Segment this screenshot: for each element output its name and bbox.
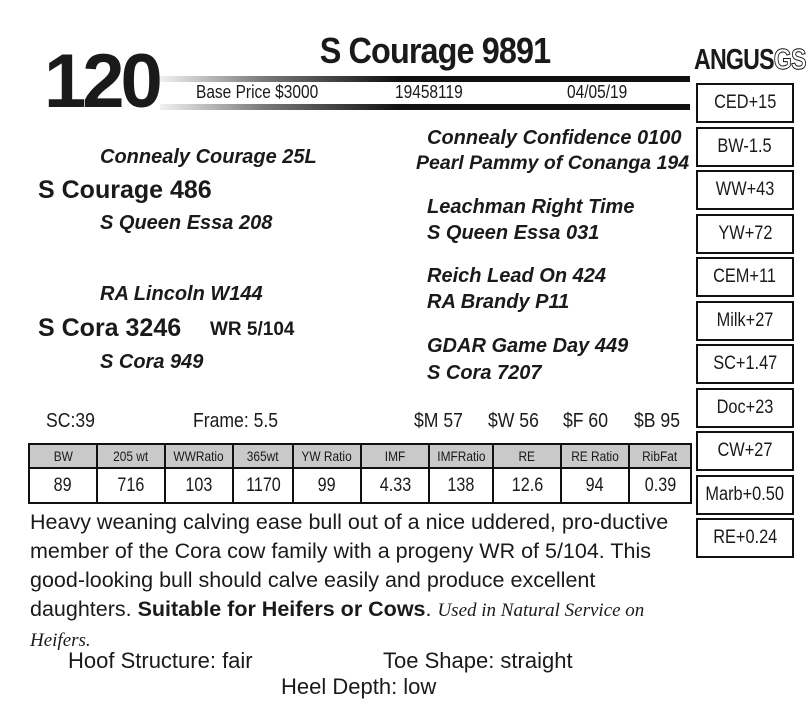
epd-ced: CED+15 xyxy=(696,83,794,123)
epd-milk: Milk+27 xyxy=(696,301,794,341)
header-ywratio: YW Ratio xyxy=(293,444,361,468)
epd-ww: WW+43 xyxy=(696,170,794,210)
description-main: Heavy weaning calving ease bull out of a nice uddered, pro-ductive member of the Cora cow family with a progeny WR of 5/104. This good-looking bull should calve easily and produce excellent daughters. xyxy=(30,510,669,621)
header-ribfat: RibFat xyxy=(629,444,691,468)
index-f: $F 60 xyxy=(563,410,609,432)
dam-dam-dam: S Cora 7207 xyxy=(427,362,542,384)
dam-dam: S Cora 949 xyxy=(100,351,204,373)
description-punctuation: . xyxy=(425,597,438,621)
value-ribfat: 0.39 xyxy=(629,468,691,503)
hoof-structure: Hoof Structure: fair xyxy=(68,648,253,673)
epd-bw: BW-1.5 xyxy=(696,127,794,167)
sire-dam: S Queen Essa 208 xyxy=(100,212,273,234)
epd-cem: CEM+11 xyxy=(696,257,794,297)
dam-weaning-ratio: WR 5/104 xyxy=(210,319,295,340)
sire-sire-dam: Pearl Pammy of Conanga 194 xyxy=(416,152,690,174)
registration-number: 19458119 xyxy=(395,82,463,102)
frame-score: Frame: 5.5 xyxy=(193,410,279,432)
value-imf: 4.33 xyxy=(361,468,429,503)
header-re: RE xyxy=(493,444,561,468)
header-365wt: 365wt xyxy=(233,444,293,468)
epd-sc: SC+1.47 xyxy=(696,344,794,384)
epd-doc: Doc+23 xyxy=(696,388,794,428)
index-w: $W 56 xyxy=(488,410,539,432)
header-205wt: 205 wt xyxy=(97,444,165,468)
logo-suffix: GS xyxy=(773,44,806,76)
angus-gs-logo xyxy=(694,44,806,77)
value-ywratio: 99 xyxy=(293,468,361,503)
dam-sire-sire: Reich Lead On 424 xyxy=(427,265,606,287)
sire-sire-sire: Connealy Confidence 0100 xyxy=(427,127,682,149)
value-wwratio: 103 xyxy=(165,468,233,503)
performance-header-row xyxy=(29,444,691,468)
dam-sire-dam: RA Brandy P11 xyxy=(427,291,570,313)
header-wwratio: WWRatio xyxy=(165,444,233,468)
lot-number: 120 xyxy=(44,39,159,124)
value-re: 12.6 xyxy=(493,468,561,503)
value-bw: 89 xyxy=(29,468,97,503)
sire: S Courage 486 xyxy=(38,176,212,204)
epd-marb: Marb+0.50 xyxy=(696,475,794,515)
heel-depth: Heel Depth: low xyxy=(281,674,437,699)
value-reratio: 94 xyxy=(561,468,629,503)
performance-value-row xyxy=(29,468,691,503)
bull-description xyxy=(30,508,695,655)
dam-dam-sire: GDAR Game Day 449 xyxy=(427,335,629,357)
sire-sire: Connealy Courage 25L xyxy=(100,146,317,168)
description-service-note: Used in Natural Service on Heifers. xyxy=(30,600,645,651)
toe-shape: Toe Shape: straight xyxy=(383,648,573,673)
epd-re: RE+0.24 xyxy=(696,518,794,558)
index-b: $B 95 xyxy=(634,410,680,432)
sire-dam-dam: S Queen Essa 031 xyxy=(427,222,600,244)
description-suitability: Suitable for Heifers or Cows xyxy=(137,597,426,621)
header-reratio: RE Ratio xyxy=(561,444,629,468)
epd-column xyxy=(696,83,794,562)
performance-table xyxy=(28,443,692,504)
base-price: Base Price $3000 xyxy=(196,82,319,102)
value-365wt: 1170 xyxy=(233,468,293,503)
header-rule-bottom xyxy=(160,104,690,110)
epd-cw: CW+27 xyxy=(696,431,794,471)
dam: S Cora 3246 xyxy=(38,314,182,342)
bull-name: S Courage 9891 xyxy=(319,30,551,71)
logo-main: ANGUS xyxy=(694,44,774,76)
birth-date: 04/05/19 xyxy=(567,82,628,102)
sire-dam-sire: Leachman Right Time xyxy=(427,196,635,218)
header-imfratio: IMFRatio xyxy=(429,444,493,468)
dam-sire: RA Lincoln W144 xyxy=(100,283,263,305)
epd-yw: YW+72 xyxy=(696,214,794,254)
value-imfratio: 138 xyxy=(429,468,493,503)
index-m: $M 57 xyxy=(414,410,463,432)
value-205wt: 716 xyxy=(97,468,165,503)
header-bw: BW xyxy=(29,444,97,468)
scrotal-circumference: SC:39 xyxy=(46,410,95,432)
header-imf: IMF xyxy=(361,444,429,468)
